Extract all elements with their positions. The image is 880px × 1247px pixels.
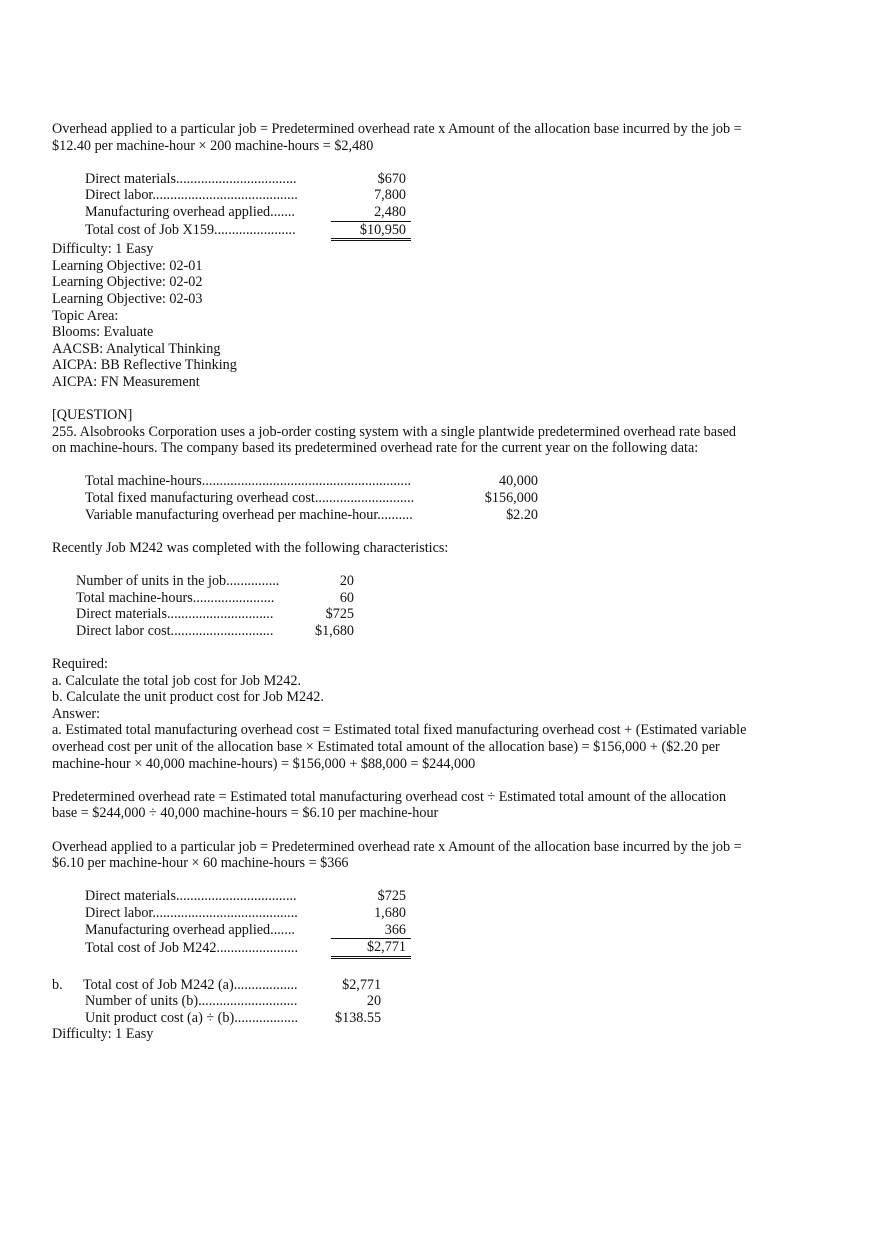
learning-objective: Learning Objective: 02-01 — [52, 257, 203, 274]
answer-a: machine-hour × 40,000 machine-hours) = $156,000 + $88,000 = $244,000 — [52, 755, 476, 772]
question-intro: on machine-hours. The company based its predetermined overhead rate for the current year on the following data: — [52, 440, 699, 457]
formula-line: Overhead applied to a particular job = Predetermined overhead rate x Amount of the allocation base incurred by the job = — [52, 121, 742, 137]
table-row — [85, 939, 411, 958]
row-label: Total cost of Job X159....................... — [85, 222, 296, 239]
rate-formula: Predetermined overhead rate = Estimated total manufacturing overhead cost ÷ Estimated total amount of the allocation — [52, 788, 727, 805]
difficulty: Difficulty: 1 Easy — [52, 1026, 154, 1043]
row-value: $1,680 — [314, 622, 354, 639]
applied-formula: Overhead applied to a particular job = Predetermined overhead rate x Amount of the allocation base incurred by the job = — [52, 838, 742, 855]
row-value: 2,480 — [374, 203, 406, 220]
rate-formula: base = $244,000 ÷ 40,000 machine-hours = $6.10 per machine-hour — [52, 805, 439, 822]
row-value: $2,771 — [366, 939, 406, 956]
difficulty: Difficulty: 1 Easy — [52, 241, 154, 258]
part-b-marker: b. — [52, 976, 63, 993]
answer-a: a. Estimated total manufacturing overhead cost = Estimated total fixed manufacturing overhead cost + (Estimated variable — [52, 722, 747, 739]
table-row — [85, 473, 538, 490]
row-label: Number of units (b)............................ — [85, 993, 298, 1010]
row-value: 20 — [339, 573, 354, 590]
row-label: Total cost of Job M242 (a).................. — [83, 976, 298, 993]
answer-label: Answer: — [52, 705, 101, 722]
row-value: 7,800 — [374, 187, 406, 204]
table-row — [85, 204, 411, 221]
table-row — [85, 507, 538, 524]
table-row — [76, 606, 354, 623]
blooms: Blooms: Evaluate — [52, 324, 154, 341]
aicpa: AICPA: BB Reflective Thinking — [52, 357, 237, 374]
question-tag: [QUESTION] — [52, 407, 133, 424]
row-value: 1,680 — [374, 904, 406, 921]
row-value: $138.55 — [335, 1009, 382, 1026]
row-label: Direct materials.................................. — [85, 170, 297, 187]
table-row — [52, 993, 381, 1010]
table-row — [52, 1010, 381, 1027]
row-value: $725 — [325, 606, 354, 623]
row-label: Number of units in the job............... — [76, 573, 280, 590]
table-row — [85, 888, 411, 905]
row-label: Manufacturing overhead applied....... — [85, 921, 295, 938]
job-intro: Recently Job M242 was completed with the following characteristics: — [52, 539, 449, 556]
metadata-block — [52, 241, 772, 390]
row-label: Unit product cost (a) ÷ (b).................. — [85, 1009, 299, 1026]
applied-formula: $6.10 per machine-hour × 60 machine-hours = $366 — [52, 855, 349, 872]
row-label: Total fixed manufacturing overhead cost............................ — [85, 490, 415, 507]
row-value: $670 — [377, 170, 406, 187]
required-b: b. Calculate the unit product cost for Job M242. — [52, 689, 324, 706]
topic-area: Topic Area: — [52, 307, 119, 324]
row-value: 60 — [339, 589, 354, 606]
required-a: a. Calculate the total job cost for Job M242. — [52, 672, 302, 689]
table-row — [85, 187, 411, 204]
overhead-data-table — [85, 473, 538, 523]
table-row — [85, 490, 538, 507]
row-label: Total machine-hours........................................................... — [85, 473, 412, 490]
row-value: $2,771 — [342, 976, 382, 993]
row-value: 366 — [384, 921, 406, 938]
row-label: Direct labor......................................... — [85, 187, 298, 204]
answer-a: overhead cost per unit of the allocation base × Estimated total amount of the allocation base) = $156,000 + ($2.20 per — [52, 738, 720, 755]
row-value: 40,000 — [498, 473, 538, 490]
row-label: Direct labor......................................... — [85, 904, 298, 921]
row-label: Total cost of Job M242....................... — [85, 939, 298, 956]
table-row — [85, 922, 411, 939]
row-label: Manufacturing overhead applied....... — [85, 204, 295, 221]
table-row — [76, 573, 354, 590]
table-row — [76, 623, 354, 640]
row-value: $725 — [377, 888, 406, 905]
row-value: $10,950 — [359, 221, 406, 238]
row-label: Total machine-hours....................... — [76, 589, 275, 606]
row-label: Direct materials.............................. — [76, 606, 274, 623]
row-value: $156,000 — [484, 490, 538, 507]
row-label: Direct labor cost............................. — [76, 622, 274, 639]
table-row — [85, 221, 411, 240]
row-label: Direct materials.................................. — [85, 888, 297, 905]
formula-line: $12.40 per machine-hour × 200 machine-hours = $2,480 — [52, 137, 374, 154]
table-row — [76, 590, 354, 607]
table-row — [85, 171, 411, 188]
learning-objective: Learning Objective: 02-02 — [52, 274, 203, 291]
table-row — [85, 905, 411, 922]
table-row — [52, 977, 381, 994]
aacsb: AACSB: Analytical Thinking — [52, 340, 221, 357]
question-intro: 255. Alsobrooks Corporation uses a job-order costing system with a single plantwide predetermined overhead rate based — [52, 423, 736, 440]
document-page — [52, 121, 772, 1043]
unit-cost-table — [52, 977, 381, 1027]
aicpa: AICPA: FN Measurement — [52, 373, 200, 390]
learning-objective: Learning Objective: 02-03 — [52, 290, 203, 307]
required-heading: Required: — [52, 656, 108, 672]
row-label: Variable manufacturing overhead per machine-hour.......... — [85, 506, 413, 523]
job-m242-cost-table — [85, 888, 411, 958]
row-value: $2.20 — [506, 506, 538, 523]
job-x159-cost-table — [85, 171, 411, 241]
job-m242-characteristics-table — [76, 573, 354, 639]
row-value: 20 — [366, 993, 382, 1010]
